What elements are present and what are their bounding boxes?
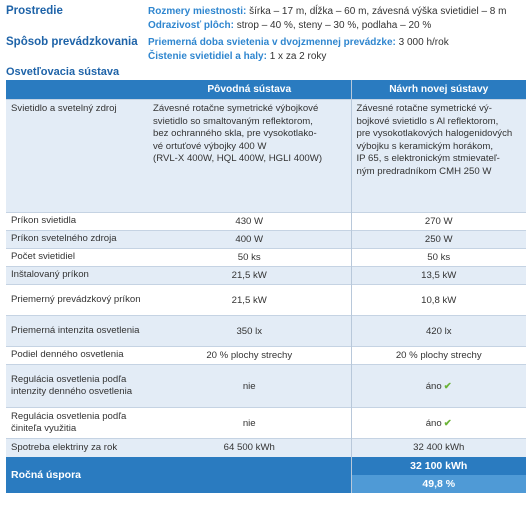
table-row xyxy=(6,439,526,457)
table-row xyxy=(6,249,526,267)
original-value: nie xyxy=(148,365,351,408)
table-row xyxy=(6,231,526,249)
row-label: Podiel denného osvetlenia xyxy=(6,347,148,365)
row-label: Inštalovaný príkon xyxy=(6,267,148,285)
original-value: 430 W xyxy=(148,213,351,231)
proposed-value: 10,8 kW xyxy=(351,285,526,316)
proposed-value: 50 ks xyxy=(351,249,526,267)
row-label: Svietidlo a svetelný zdroj xyxy=(6,100,148,213)
lighting-comparison-table xyxy=(6,80,526,493)
table-row xyxy=(6,408,526,439)
table-row xyxy=(6,285,526,316)
proposed-value: 250 W xyxy=(351,231,526,249)
table-row xyxy=(6,316,526,347)
original-value: 21,5 kW xyxy=(148,267,351,285)
original-description: Závesné rotačne symetrické výbojkové svietidlo so smaltovaným reflektorom, bez ochranného skla, pre vysokotlako- vé ortuťové výbojky 400 W (RVL-X 400W, HQL 400W, HGLI 400W) xyxy=(148,100,351,213)
row-label: Regulácia osvetlenia podľa činiteľa využitia xyxy=(6,408,148,439)
savings-spacer xyxy=(148,475,351,493)
original-value: 21,5 kW xyxy=(148,285,351,316)
proposed-value: 32 400 kWh xyxy=(351,439,526,457)
row-label: Priemerná intenzita osvetlenia xyxy=(6,316,148,347)
cleaning-interval: Čistenie svietidiel a haly: 1 x za 2 roky xyxy=(148,51,327,62)
header-proposed-system: Návrh novej sústavy xyxy=(351,80,526,100)
annual-savings-row xyxy=(6,457,526,475)
row-label: Príkon svetelného zdroja xyxy=(6,231,148,249)
annual-savings-label: Ročná úspora xyxy=(6,457,148,493)
savings-percent: 49,8 % xyxy=(351,475,526,493)
original-value: 50 ks xyxy=(148,249,351,267)
proposed-value: 420 lx xyxy=(351,316,526,347)
row-label: Príkon svietidla xyxy=(6,213,148,231)
table-row xyxy=(6,100,526,213)
proposed-value: áno ✔ xyxy=(351,365,526,408)
proposed-value: áno ✔ xyxy=(351,408,526,439)
average-lighting-time: Priemerná doba svietenia v dvojzmennej prevádzke: 3 000 h/rok xyxy=(148,37,449,48)
row-label: Počet svietidiel xyxy=(6,249,148,267)
section-title: Osvetľovacia sústava xyxy=(6,66,120,78)
original-value: 400 W xyxy=(148,231,351,249)
surface-reflectance: Odrazivosť plôch: strop – 40 %, steny – 30 %, podlaha – 20 % xyxy=(148,20,432,31)
header-original-system: Pôvodná sústava xyxy=(148,80,351,100)
header-blank xyxy=(6,80,148,100)
savings-energy: 32 100 kWh xyxy=(351,457,526,475)
checkmark-icon: ✔ xyxy=(443,417,452,429)
table-row xyxy=(6,267,526,285)
room-dimensions: Rozmery miestnosti: šírka – 17 m, dĺžka – 60 m, závesná výška svietidiel – 8 m xyxy=(148,6,507,17)
original-value: 64 500 kWh xyxy=(148,439,351,457)
table-row xyxy=(6,365,526,408)
row-label: Spotreba elektriny za rok xyxy=(6,439,148,457)
proposed-description: Závesné rotačne symetrické vý- bojkové svietidlo s Al reflektorom, pre vysokotlakových halogenidových výbojku s keramickým horákom, IP 65, s elektronickým stmievateľ- ným predradníkom CMH 250 W xyxy=(351,100,526,213)
savings-spacer xyxy=(148,457,351,475)
proposed-value: 20 % plochy strechy xyxy=(351,347,526,365)
environment-heading: Prostredie xyxy=(6,5,63,17)
row-label: Regulácia osvetlenia podľa intenzity denného osvetlenia xyxy=(6,365,148,408)
proposed-value: 270 W xyxy=(351,213,526,231)
environment-block xyxy=(0,0,528,64)
table-row xyxy=(6,213,526,231)
table-row xyxy=(6,347,526,365)
proposed-value: 13,5 kW xyxy=(351,267,526,285)
original-value: 20 % plochy strechy xyxy=(148,347,351,365)
row-label: Priemerný prevádzkový príkon xyxy=(6,285,148,316)
checkmark-icon: ✔ xyxy=(443,380,452,392)
original-value: nie xyxy=(148,408,351,439)
operation-heading: Spôsob prevádzkovania xyxy=(6,36,138,48)
original-value: 350 lx xyxy=(148,316,351,347)
